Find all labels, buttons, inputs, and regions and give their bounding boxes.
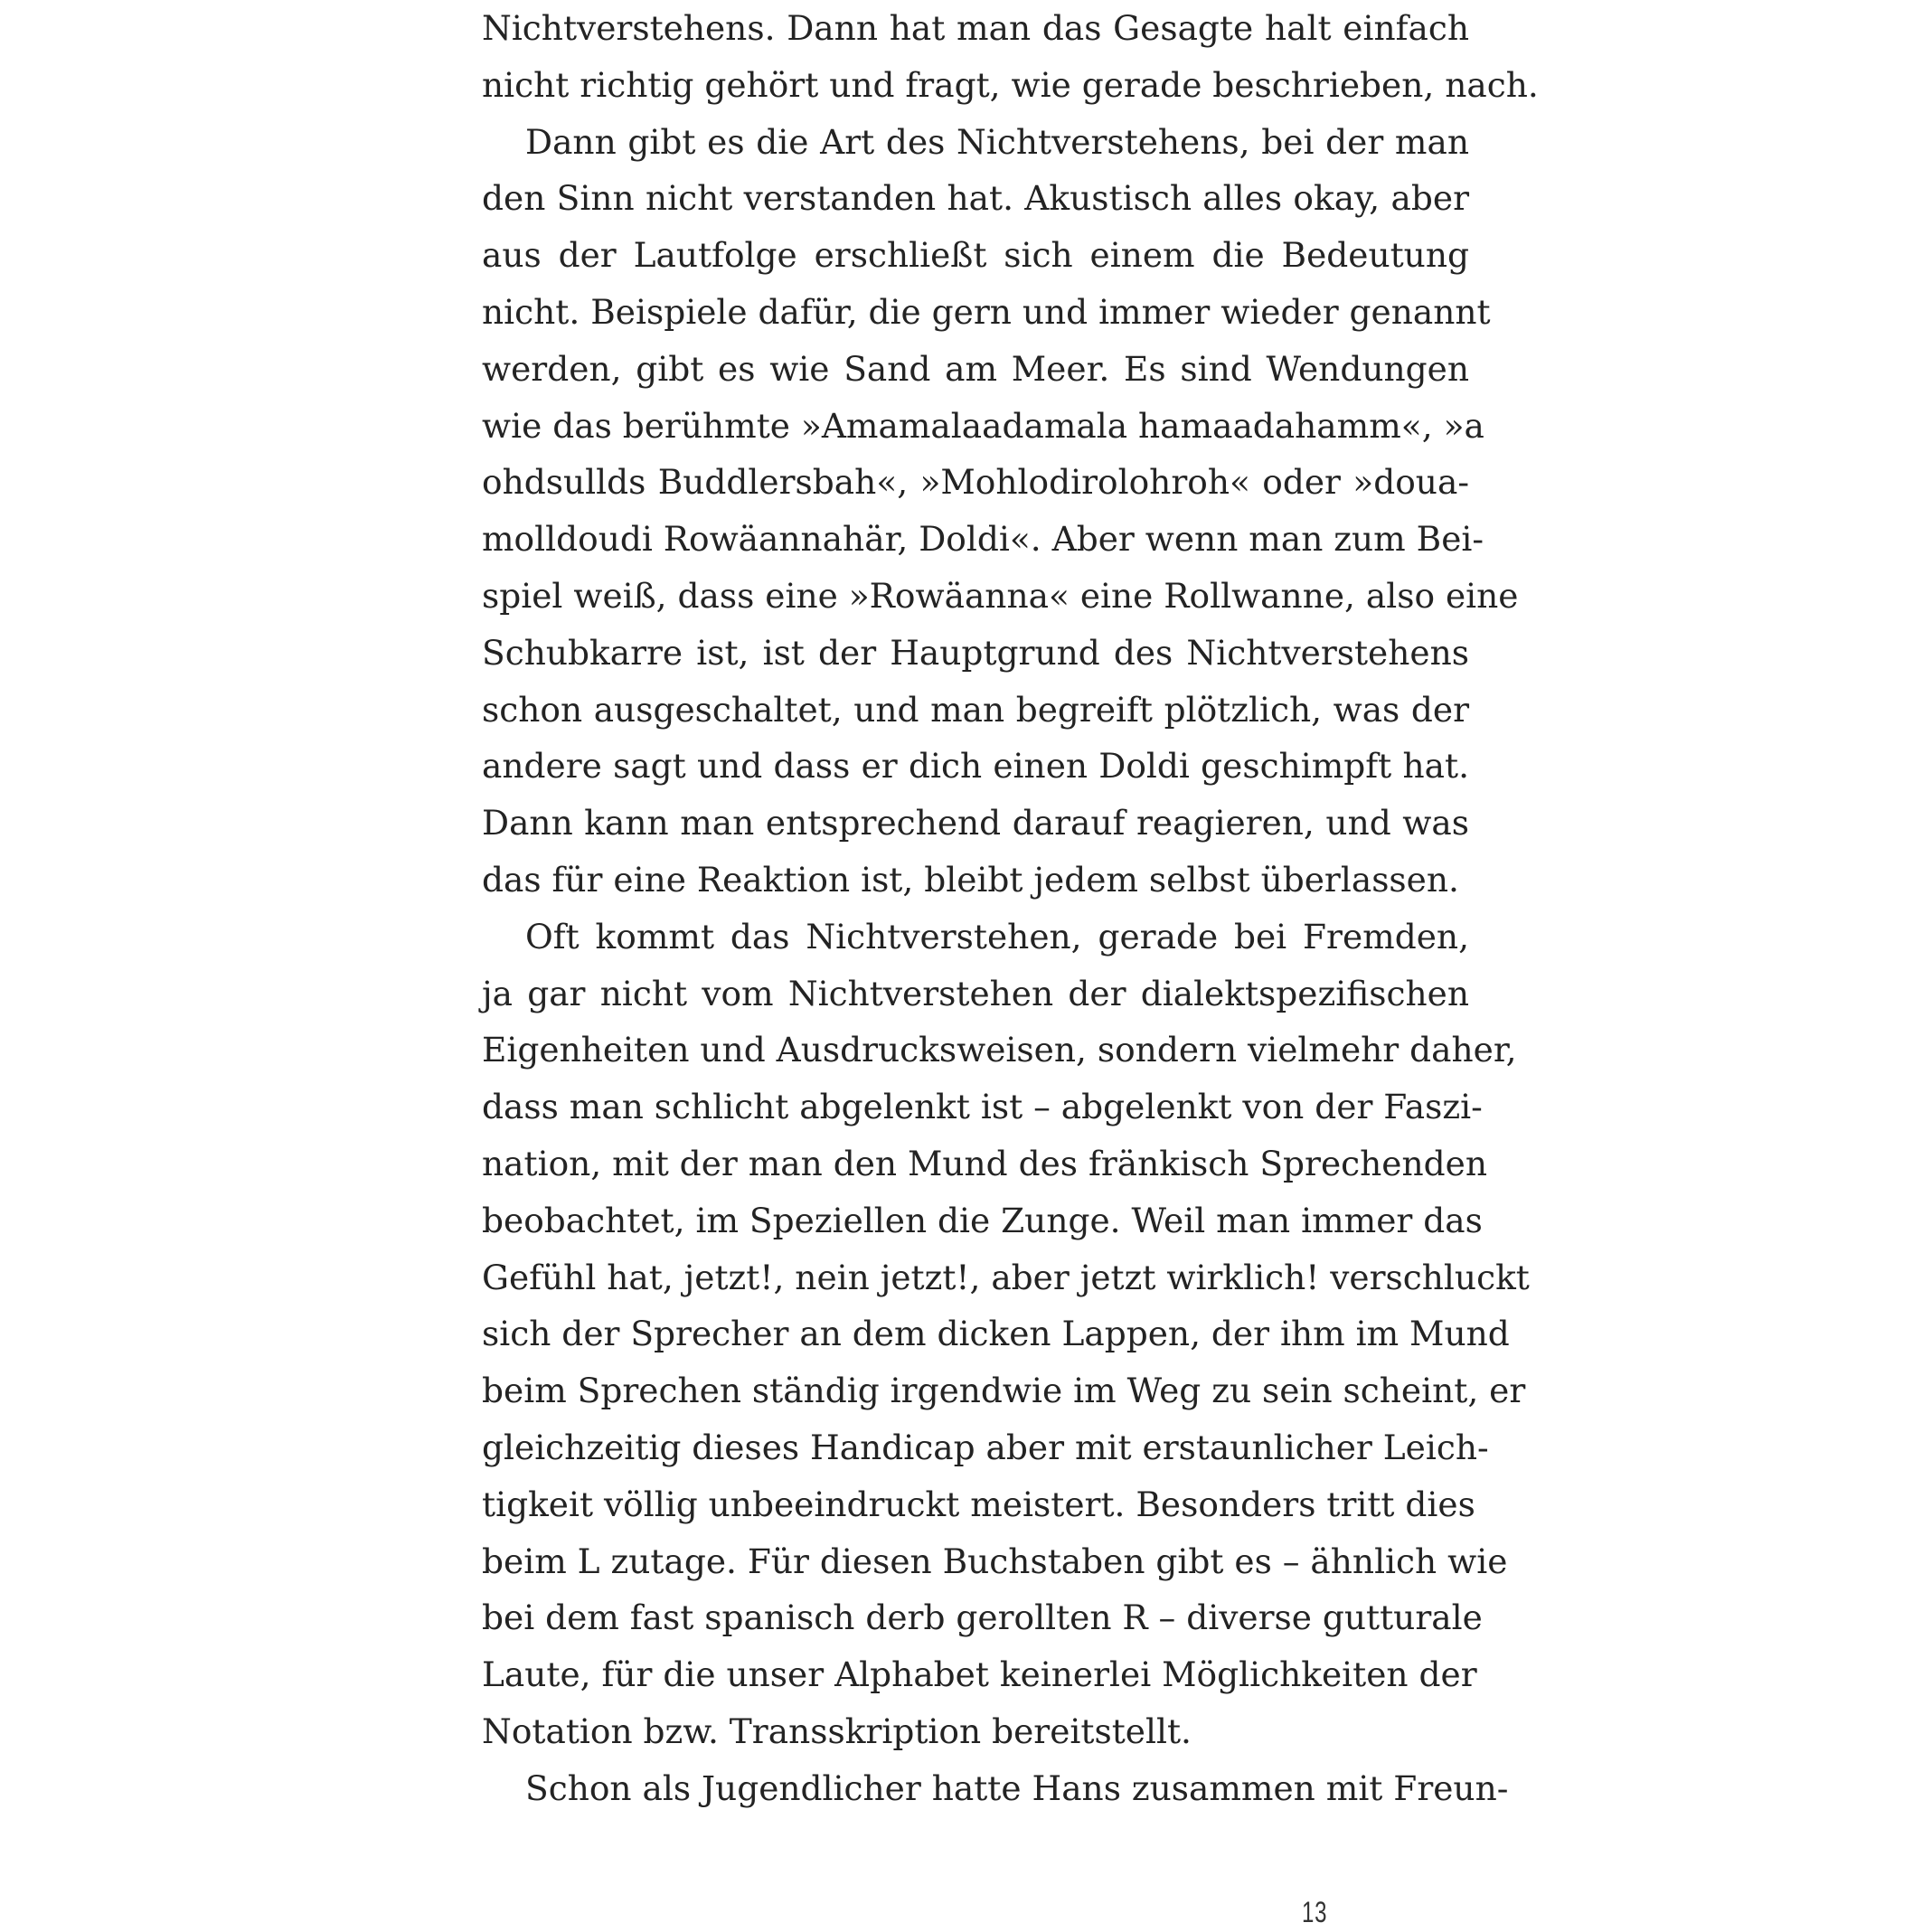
body-text (482, 0, 1539, 1817)
text-line: Schubkarre ist, ist der Hauptgrund des Nichtverstehens (482, 632, 1469, 673)
text-line: Laute, für die unser Alphabet keinerlei Möglichkeiten der (482, 1654, 1477, 1695)
text-line: nicht richtig gehört und fragt, wie gerade beschrieben, nach. (482, 64, 1539, 105)
text-line: nicht. Beispiele dafür, die gern und immer wieder genannt (482, 291, 1491, 332)
text-line: schon ausgeschaltet, und man begreift plötzlich, was der (482, 689, 1469, 730)
text-line: den Sinn nicht verstanden hat. Akustisch alles okay, aber (482, 178, 1469, 219)
text-line: dass man schlicht abgelenkt ist – abgelenkt von der Faszi- (482, 1087, 1483, 1127)
page-number: 13 (1302, 1896, 1328, 1928)
text-line: ohdsullds Buddlersbah«, »Mohlodirolohroh« oder »doua- (482, 462, 1469, 503)
text-line: Schon als Jugendlicher hatte Hans zusammen mit Freun- (525, 1767, 1509, 1808)
text-line: Oft kommt das Nichtverstehen, gerade bei Fremden, (525, 916, 1469, 957)
text-line: aus der Lautfolge erschließt sich einem die Bedeutung (482, 235, 1469, 276)
text-line: bei dem fast spanisch derb gerollten R – diverse gutturale (482, 1597, 1483, 1638)
text-line: Gefühl hat, jetzt!, nein jetzt!, aber jetzt wirklich! verschluckt (482, 1257, 1530, 1297)
text-line: wie das berühmte »Amamalaadamala hamaadahamm«, »a (482, 405, 1484, 446)
text-line: beobachtet, im Speziellen die Zunge. Weil man immer das (482, 1200, 1483, 1240)
text-line: sich der Sprecher an dem dicken Lappen, der ihm im Mund (482, 1314, 1510, 1354)
text-line: tigkeit völlig unbeeindruckt meistert. Besonders tritt dies (482, 1484, 1475, 1524)
text-line: Nichtverstehens. Dann hat man das Gesagte halt einfach (482, 8, 1469, 48)
text-line: Dann gibt es die Art des Nichtverstehens, bei der man (525, 121, 1469, 162)
text-line: beim L zutage. Für diesen Buchstaben gibt es – ähnlich wie (482, 1541, 1508, 1581)
text-line: ja gar nicht vom Nichtverstehen der dialektspezifischen (482, 973, 1469, 1013)
text-line: Notation bzw. Transskription bereitstellt. (482, 1711, 1192, 1751)
text-line: beim Sprechen ständig irgendwie im Weg zu sein scheint, er (482, 1371, 1526, 1411)
text-line: spiel weiß, dass eine »Rowäanna« eine Rollwanne, also eine (482, 575, 1519, 616)
text-line: gleichzeitig dieses Handicap aber mit erstaunlicher Leich- (482, 1427, 1489, 1467)
text-line: das für eine Reaktion ist, bleibt jedem selbst überlassen. (482, 859, 1459, 900)
text-line: Eigenheiten und Ausdrucksweisen, sondern vielmehr daher, (482, 1030, 1517, 1070)
text-line: nation, mit der man den Mund des fränkisch Sprechenden (482, 1143, 1487, 1183)
text-line: werden, gibt es wie Sand am Meer. Es sind Wendungen (482, 348, 1469, 389)
text-line: andere sagt und dass er dich einen Doldi geschimpft hat. (482, 746, 1469, 787)
text-line: Dann kann man entsprechend darauf reagieren, und was (482, 803, 1469, 843)
text-line: molldoudi Rowäannahär, Doldi«. Aber wenn man zum Bei- (482, 519, 1484, 560)
